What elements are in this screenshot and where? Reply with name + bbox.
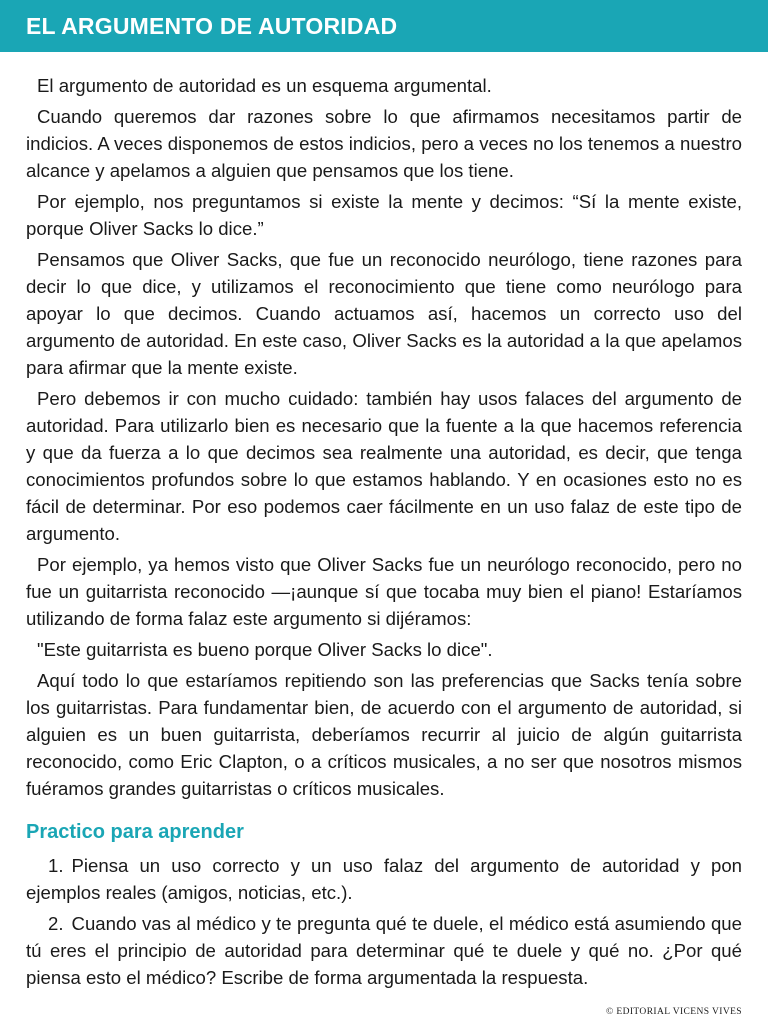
- exercise-number: 2.: [48, 913, 64, 934]
- main-content: [26, 72, 742, 995]
- paragraph-example-mind: Por ejemplo, nos preguntamos si existe la mente y decimos: “Sí la mente existe, porque Oliver Sacks lo dice.”: [26, 191, 742, 239]
- paragraph-sacks-correct-use: Pensamos que Oliver Sacks, que fue un reconocido neurólogo, tiene razones para decir lo que dice, y utilizamos el reconocimiento que tiene como neurólogo para apoyar lo que decimos. Cuando actuamos así, hacemos un correcto uso del argumento de autoridad. En este caso, Oliver Sacks es la autoridad a la que apelamos para afirmar que la mente existe.: [26, 249, 742, 378]
- exercise-item: [26, 852, 742, 906]
- header-bar: [0, 0, 768, 52]
- paragraph-quote: "Este guitarrista es bueno porque Oliver Sacks lo dice".: [37, 639, 493, 660]
- paragraph-intro: El argumento de autoridad es un esquema argumental.: [37, 75, 492, 96]
- paragraph-fallacious-use: Pero debemos ir con mucho cuidado: también hay usos falaces del argumento de autoridad. Para utilizarlo bien es necesario que la fuente a la que hacemos referencia y que da fuerza a lo que decimos sea realmente una autoridad, es decir, que tenga conocimientos profundos sobre lo que estamos hablando. Y en ocasiones esto no es fácil de determinar. Por eso podemos caer fácilmente en un uso falaz de este tipo de argumento.: [26, 388, 742, 544]
- paragraph-guitarist-example: Por ejemplo, ya hemos visto que Oliver Sacks fue un neurólogo reconocido, pero no fue un guitarrista reconocido —¡aunque sí que tocaba muy bien el piano! Estaríamos utilizando de forma falaz este argumento si dijéramos:: [26, 554, 742, 629]
- paragraph-conclusion: Aquí todo lo que estaríamos repitiendo son las preferencias que Sacks tenía sobre los guitarristas. Para fundamentar bien, de acuerdo con el argumento de autoridad, si alguien es un buen guitarrista, deberíamos recurrir al juicio de algún guitarrista reconocido, como Eric Clapton, o a críticos musicales, a no ser que nosotros mismos fuéramos grandes guitarristas o críticos musicales.: [26, 670, 742, 799]
- exercise-item: [26, 910, 742, 991]
- practice-heading: Practico para aprender: [26, 821, 244, 843]
- page-title: EL ARGUMENTO DE AUTORIDAD: [26, 13, 398, 39]
- paragraph-indicios: Cuando queremos dar razones sobre lo que afirmamos necesitamos partir de indicios. A veces disponemos de estos indicios, pero a veces no los tenemos a nuestro alcance y apelamos a alguien que pensamos que los tiene.: [26, 106, 742, 181]
- copyright-footer: © EDITORIAL VICENS VIVES: [605, 1007, 742, 1017]
- exercise-number: 1.: [48, 855, 64, 876]
- exercise-text: Piensa un uso correcto y un uso falaz del argumento de autoridad y pon ejemplos reales (amigos, noticias, etc.).: [26, 855, 742, 903]
- exercise-text: Cuando vas al médico y te pregunta qué te duele, el médico está asumiendo que tú eres el principio de autoridad para determinar qué te duele y qué no. ¿Por qué piensa esto el médico? Escribe de forma argumentada la respuesta.: [26, 913, 742, 988]
